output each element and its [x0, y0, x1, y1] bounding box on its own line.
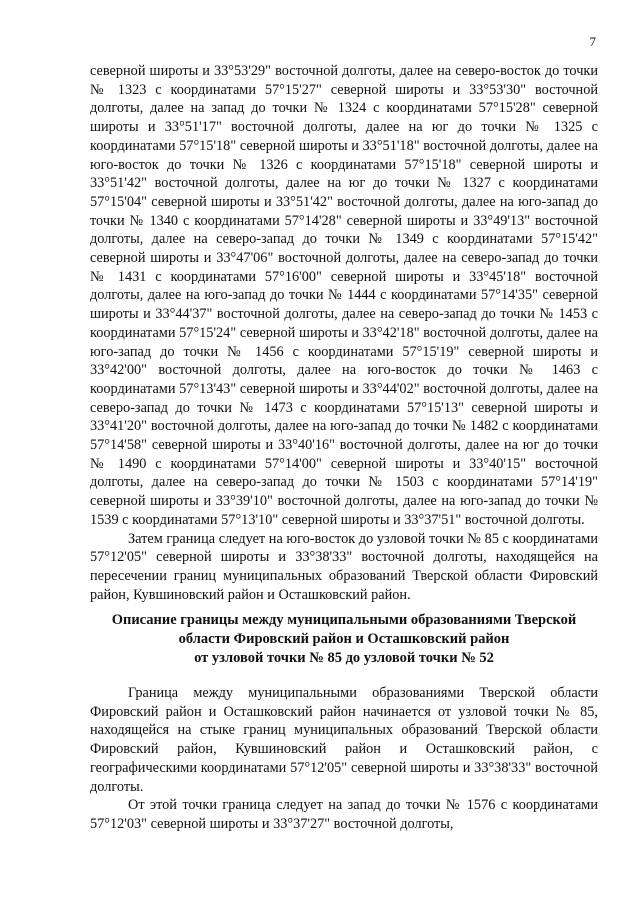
heading-line-1: Описание границы между муниципальными образованиями Тверской — [111, 612, 577, 628]
paragraph-boundary-continuation: северной широты и 33°53'29" восточной долготы, далее на северо-восток до точки № 1323 с координатами 57°15'27" северной широты и 33°53'30" восточной долготы, далее на запад до точки № 1324 с координатами 57°15'28" северной широты и 33°51'17" восточной долготы, далее на юг до точки № 1325 с координатами 57°15'18" северной широты и 33°51'18" восточной долготы, далее на юго-восток до точки № 1326 с координатами 57°15'18" северной широты и 33°51'42" восточной долготы, далее на юг до точки № 1327 с координатами 57°15'04" северной широты и 33°51'42" восточной долготы, далее на юго-запад до точки № 1340 с координатами 57°14'28" северной широты и 33°49'13" восточной долготы, далее на северо-запад до точки № 1349 с координатами 57°15'42" северной широты и 33°47'06" восточной долготы, далее на северо-запад до точки № 1431 с координатами 57°16'00" северной широты и 33°45'18" восточной долготы, далее на юго-запад до точки № 1444 с координатами 57°14'35" северной широты и 33°44'37" восточной долготы, далее на северо-запад до точки № 1453 с координатами 57°15'24" северной широты и 33°42'18" восточной долготы, далее на юго-запад до точки № 1456 с координатами 57°15'19" северной широты и 33°42'00" восточной долготы, далее на юго-восток до точки № 1463 с координатами 57°13'43" северной широты и 33°44'02" восточной долготы, далее на северо-запад до точки № 1473 с координатами 57°15'13" северной широты и 33°41'20" восточной долготы, далее на юго-запад до точки № 1482 с координатами 57°14'58" северной широты и 33°40'16" восточной долготы, далее на юг до точки № 1490 с координатами 57°14'00" северной широты и 33°40'15" восточной долготы, далее на северо-запад до точки № 1503 с координатами 57°14'19" северной широты и 33°39'10" восточной долготы, далее на юго-запад до точки № 1539 с координатами 57°13'10" северной широты и 33°37'51" восточной долготы. — [90, 63, 598, 528]
paragraph-boundary-start: Граница между муниципальными образованиями Тверской области Фировский район и Осташковский район начинается от узловой точки № 85, находящейся на стыке границ муниципальных образований Тверской области Фировский район, Кувшиновский район и Осташковский район, с географическими координатами 57°12'05" северной широты и 33°38'33" восточной долготы. — [90, 685, 598, 795]
page-number: 7 — [589, 34, 596, 49]
heading-line-2: области Фировский район и Осташковский район — [178, 630, 510, 647]
paragraph-boundary-west: От этой точки граница следует на запад до точки № 1576 с координатами 57°12'03" северной широты и 33°37'27" восточной долготы, — [90, 797, 598, 832]
section2-body — [90, 684, 598, 834]
section1-body — [90, 62, 598, 604]
paragraph-node-85: Затем граница следует на юго-восток до узловой точки № 85 с координатами 57°12'05" северной широты и 33°38'33" восточной долготы, находящейся на пересечении границ муниципальных образований Тверской области Фировский район, Кувшиновский район и Осташковский район. — [90, 530, 598, 603]
section-heading — [90, 611, 598, 667]
heading-line-3: от узловой точки № 85 до узловой точки № 52 — [194, 649, 494, 666]
